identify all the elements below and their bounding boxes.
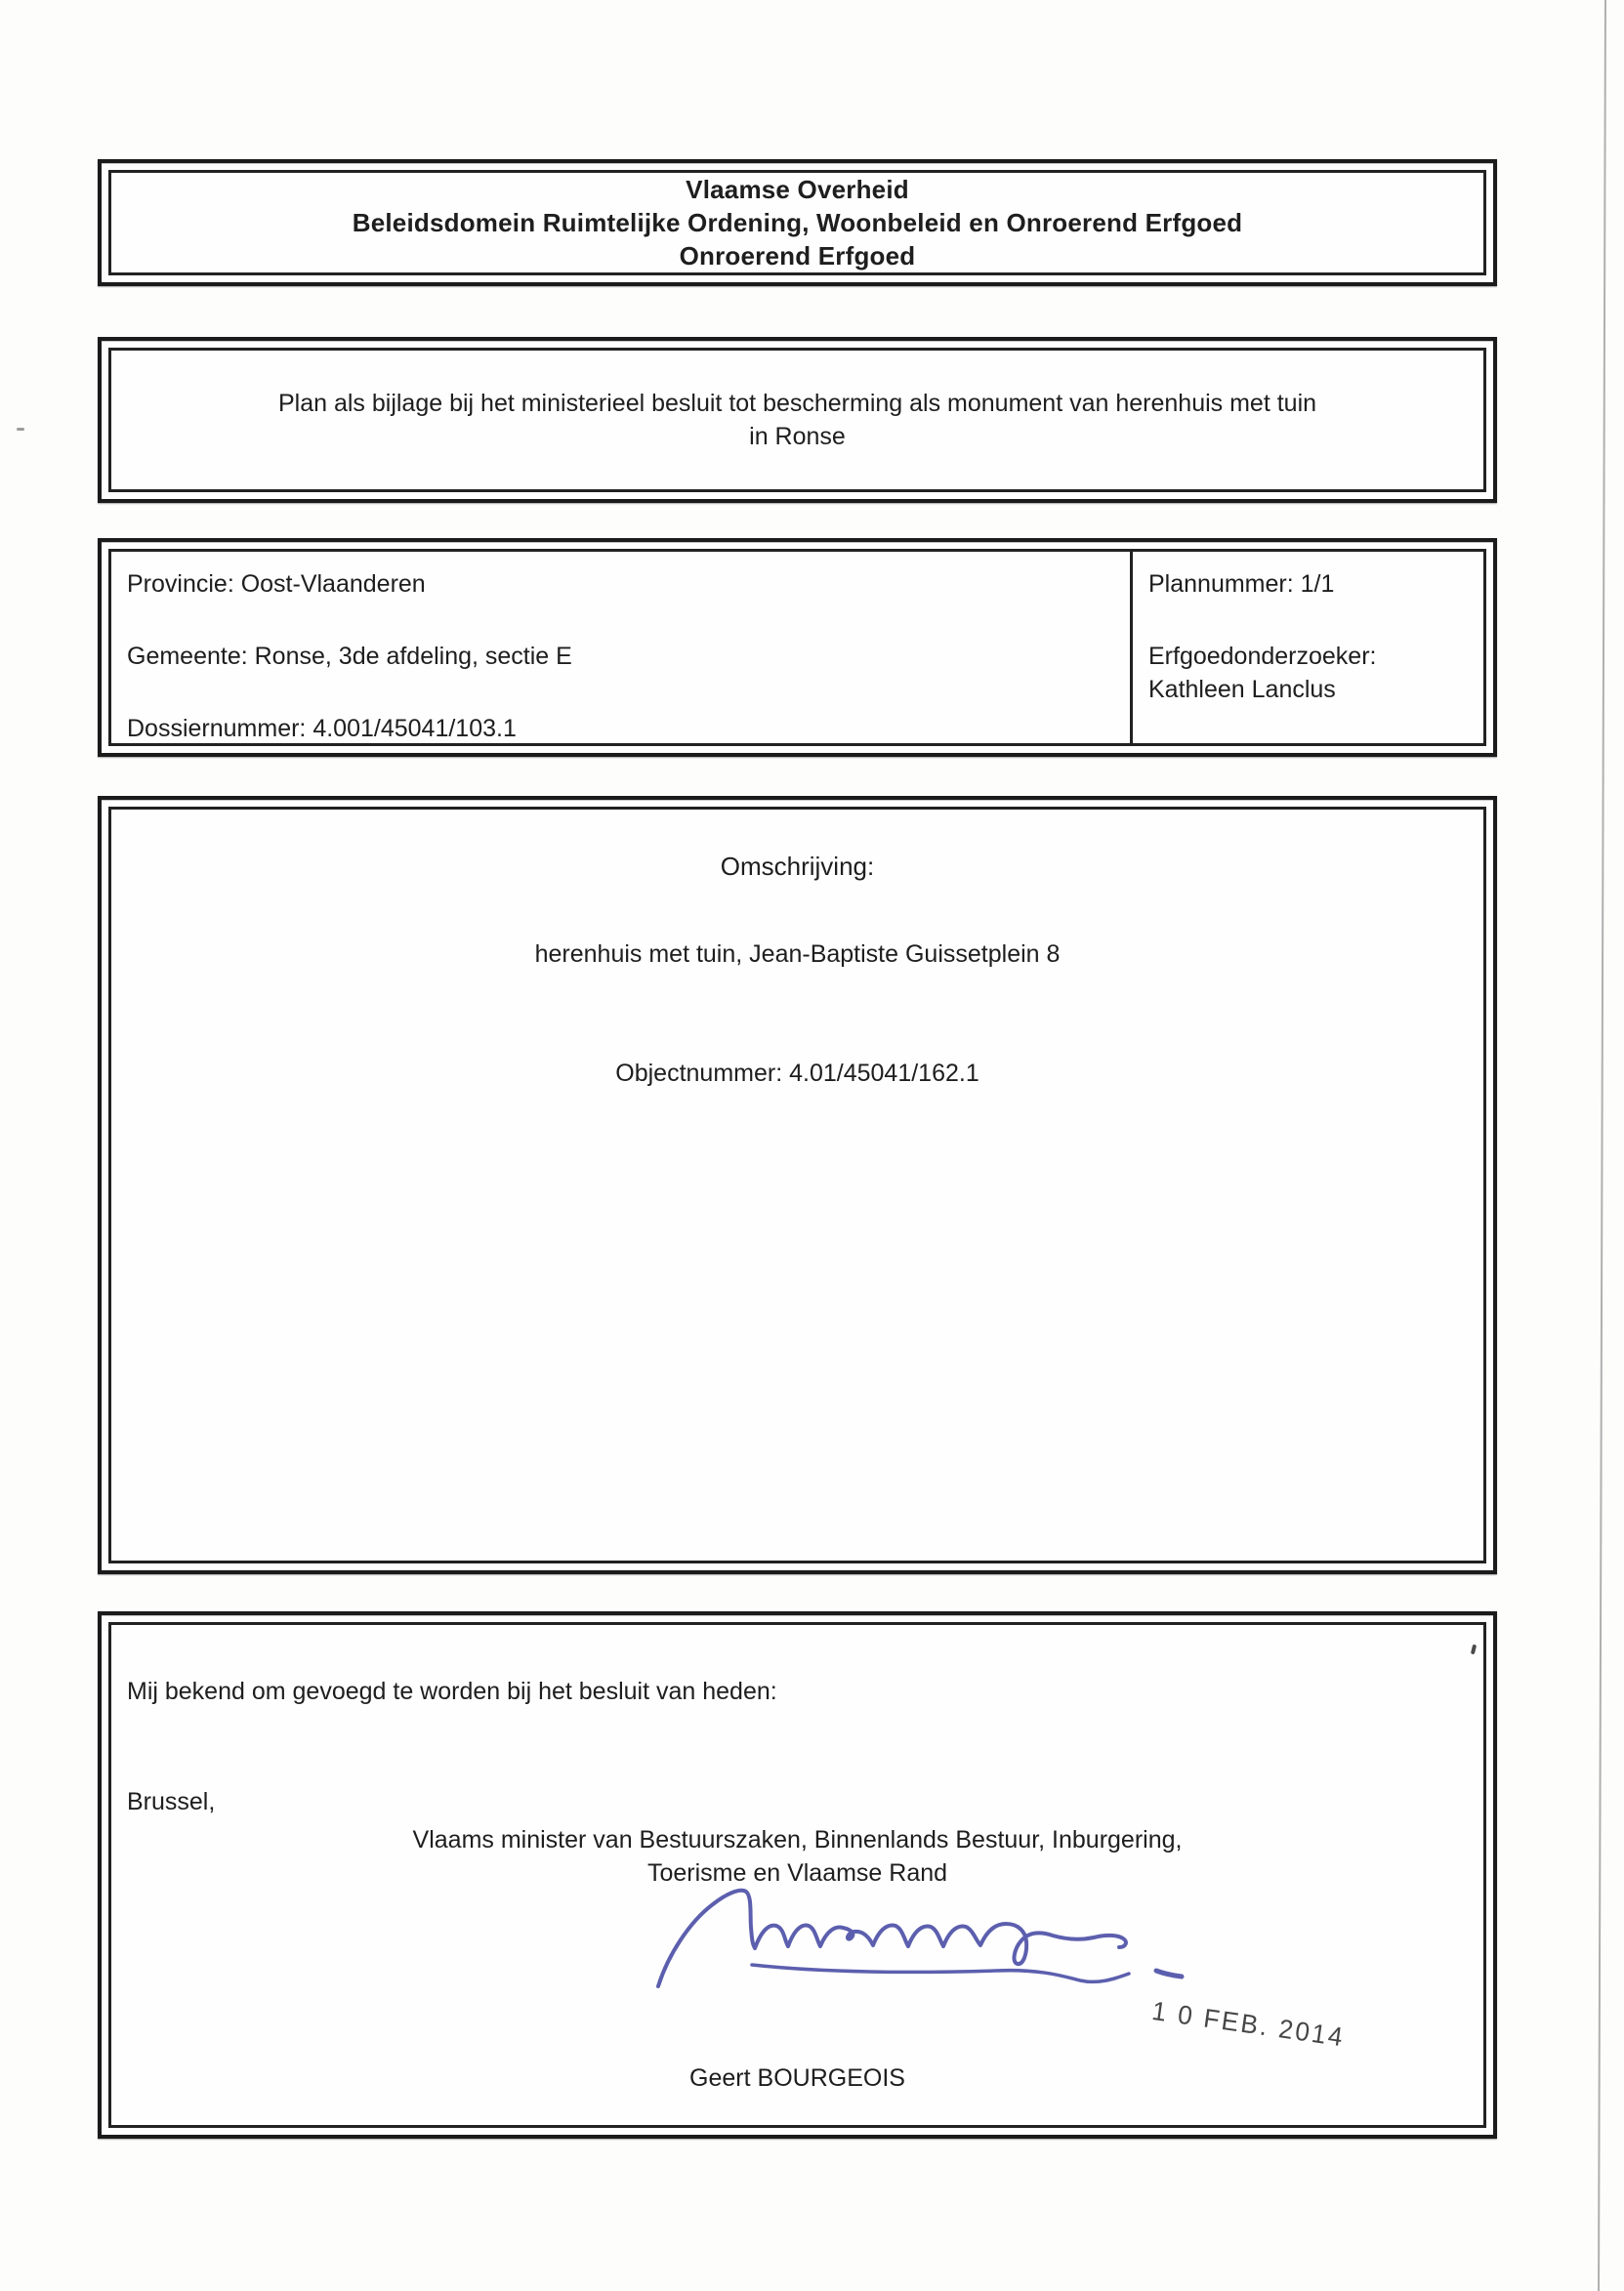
description-heading: Omschrijving: <box>720 852 875 881</box>
city-text: Brussel, <box>127 1788 216 1815</box>
description-box <box>98 796 1497 1574</box>
details-box-inner <box>108 549 1486 746</box>
signature-box-inner <box>108 1622 1486 2128</box>
statement-text: Mij bekend om gevoegd te worden bij het besluit van heden: <box>127 1678 777 1705</box>
header-box <box>98 159 1497 286</box>
header-agency-name: Onroerend Erfgoed <box>679 241 916 271</box>
details-right-column <box>1130 552 1483 743</box>
minister-title <box>111 1823 1483 1890</box>
object-number-field: Objectnummer: 4.01/45041/162.1 <box>615 1060 979 1087</box>
description-text: herenhuis met tuin, Jean-Baptiste Guissetplein 8 <box>534 940 1061 968</box>
plan-title-line-2: in Ronse <box>749 423 846 450</box>
description-box-inner <box>108 807 1486 1563</box>
signature-box <box>98 1611 1497 2139</box>
plan-title-box-inner <box>108 348 1486 492</box>
signatory-name: Geert BOURGEOIS <box>689 2064 905 2092</box>
minister-title-line-2: Toerisme en Vlaamse Rand <box>646 1859 948 1887</box>
municipality-field: Gemeente: Ronse, 3de afdeling, sectie E <box>127 643 572 670</box>
signature-dash-stroke <box>1156 1971 1182 1977</box>
scan-speck-left-margin <box>17 428 24 431</box>
scan-speck-mark <box>1471 1645 1477 1655</box>
details-left-column <box>111 552 1130 743</box>
signature-underline-stroke <box>752 1965 1129 1981</box>
header-government-name: Vlaamse Overheid <box>686 175 909 204</box>
minister-title-line-1: Vlaams minister van Bestuurszaken, Binnenlands Bestuur, Inburgering, <box>412 1826 1183 1854</box>
scan-edge-line <box>1598 0 1606 2291</box>
plan-title-line-1: Plan als bijlage bij het ministerieel besluit tot bescherming als monument van herenhuis met tuin <box>277 390 1317 417</box>
date-stamp: 1 0 FEB. 2014 <box>1149 1996 1348 2053</box>
researcher-field <box>1148 640 1470 706</box>
dossier-number-field: Dossiernummer: 4.001/45041/103.1 <box>127 715 517 742</box>
header-policy-domain: Beleidsdomein Ruimtelijke Ordening, Woonbeleid en Onroerend Erfgoed <box>352 208 1243 237</box>
details-box <box>98 538 1497 757</box>
signature-ink <box>639 1881 1205 2018</box>
header-box-inner <box>108 170 1486 275</box>
province-field: Provincie: Oost-Vlaanderen <box>127 570 426 598</box>
researcher-label: Erfgoedonderzoeker: <box>1148 643 1377 670</box>
plan-number-field: Plannummer: 1/1 <box>1148 570 1335 598</box>
plan-title-box <box>98 337 1497 503</box>
researcher-name: Kathleen Lanclus <box>1148 676 1336 703</box>
